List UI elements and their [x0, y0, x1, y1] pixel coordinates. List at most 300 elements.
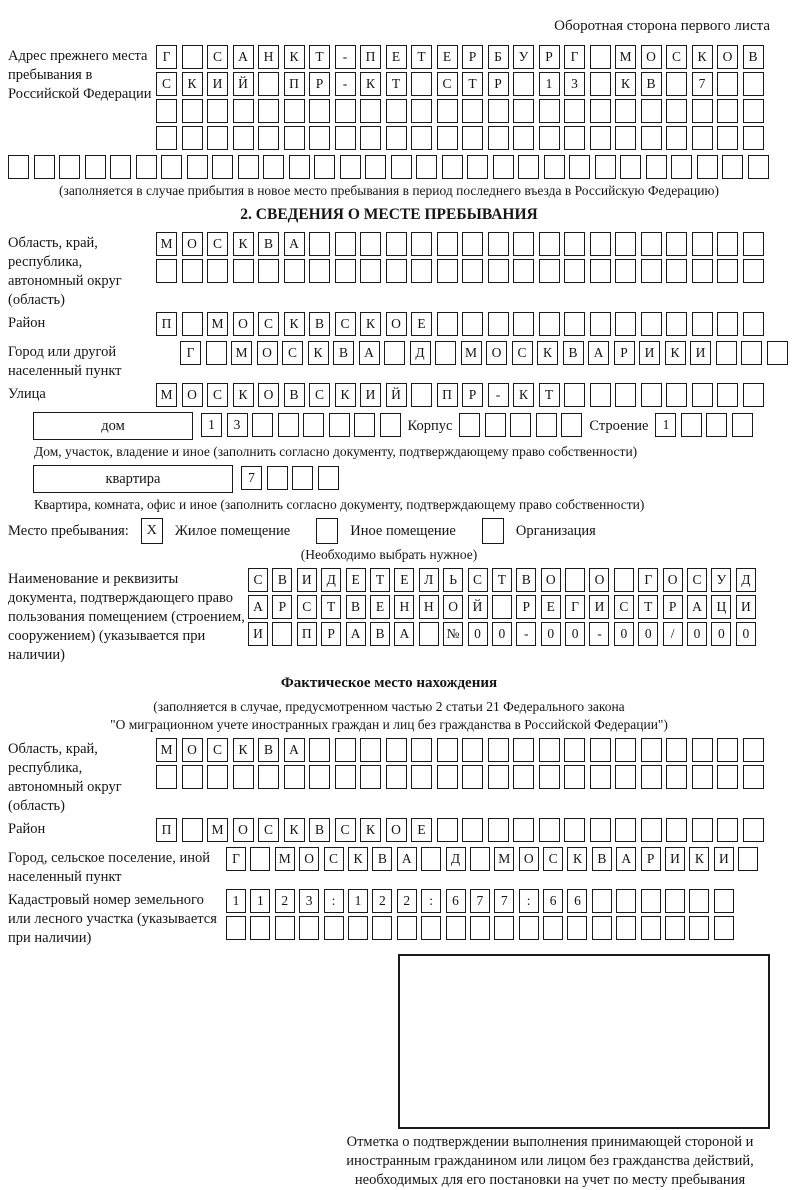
char-box[interactable]	[567, 916, 587, 940]
char-box[interactable]	[238, 155, 259, 179]
char-box[interactable]: О	[663, 568, 683, 592]
char-box[interactable]: Т	[539, 383, 560, 407]
char-box[interactable]	[692, 738, 713, 762]
char-box[interactable]	[380, 413, 401, 437]
char-box[interactable]	[666, 383, 687, 407]
char-box[interactable]	[616, 889, 636, 913]
char-box[interactable]	[692, 765, 713, 789]
char-box[interactable]: В	[258, 738, 279, 762]
char-box[interactable]	[462, 738, 483, 762]
char-box[interactable]	[590, 383, 611, 407]
char-box[interactable]	[411, 765, 432, 789]
char-box[interactable]	[738, 847, 758, 871]
char-box[interactable]	[620, 155, 641, 179]
char-box[interactable]	[488, 99, 509, 123]
char-box[interactable]	[595, 155, 616, 179]
char-box[interactable]	[156, 99, 177, 123]
char-box[interactable]	[411, 99, 432, 123]
char-box[interactable]	[513, 126, 534, 150]
char-box[interactable]	[416, 155, 437, 179]
char-box[interactable]: С	[207, 738, 228, 762]
char-box[interactable]	[743, 72, 764, 96]
char-box[interactable]: М	[156, 383, 177, 407]
char-box[interactable]	[419, 622, 439, 646]
char-box[interactable]	[250, 916, 270, 940]
char-box[interactable]: К	[665, 341, 686, 365]
char-box[interactable]: :	[519, 889, 539, 913]
char-box[interactable]: Т	[386, 72, 407, 96]
char-box[interactable]	[309, 738, 330, 762]
char-box[interactable]: 0	[638, 622, 658, 646]
char-box[interactable]	[767, 341, 788, 365]
char-box[interactable]	[348, 916, 368, 940]
char-box[interactable]: Р	[663, 595, 683, 619]
char-box[interactable]	[615, 126, 636, 150]
char-box[interactable]	[592, 889, 612, 913]
char-box[interactable]: Ь	[443, 568, 463, 592]
char-box[interactable]	[292, 466, 313, 490]
char-box[interactable]	[743, 765, 764, 789]
char-box[interactable]	[666, 765, 687, 789]
char-box[interactable]	[539, 312, 560, 336]
char-box[interactable]: К	[284, 45, 305, 69]
char-box[interactable]	[614, 568, 634, 592]
char-box[interactable]: Е	[394, 568, 414, 592]
char-box[interactable]: К	[689, 847, 709, 871]
char-box[interactable]: С	[156, 72, 177, 96]
char-box[interactable]	[324, 916, 344, 940]
char-box[interactable]	[470, 847, 490, 871]
char-box[interactable]	[467, 155, 488, 179]
char-box[interactable]: К	[360, 72, 381, 96]
char-box[interactable]	[258, 99, 279, 123]
char-box[interactable]: К	[692, 45, 713, 69]
char-box[interactable]	[692, 99, 713, 123]
char-box[interactable]	[462, 818, 483, 842]
char-box[interactable]	[182, 312, 203, 336]
char-box[interactable]: Д	[736, 568, 756, 592]
char-box[interactable]	[641, 889, 661, 913]
char-box[interactable]: Е	[370, 595, 390, 619]
char-box[interactable]	[743, 312, 764, 336]
char-box[interactable]: Р	[539, 45, 560, 69]
char-box[interactable]	[437, 259, 458, 283]
char-box[interactable]: Р	[309, 72, 330, 96]
char-box[interactable]: К	[182, 72, 203, 96]
char-box[interactable]: К	[348, 847, 368, 871]
char-box[interactable]	[692, 259, 713, 283]
char-box[interactable]	[161, 155, 182, 179]
char-box[interactable]: Р	[321, 622, 341, 646]
char-box[interactable]: Г	[564, 45, 585, 69]
char-box[interactable]	[590, 126, 611, 150]
char-box[interactable]	[641, 232, 662, 256]
char-box[interactable]: К	[513, 383, 534, 407]
char-box[interactable]	[386, 259, 407, 283]
char-box[interactable]	[590, 259, 611, 283]
char-box[interactable]	[641, 312, 662, 336]
char-box[interactable]	[717, 232, 738, 256]
char-box[interactable]: К	[335, 383, 356, 407]
char-box[interactable]: /	[663, 622, 683, 646]
char-box[interactable]	[258, 765, 279, 789]
char-box[interactable]: 0	[687, 622, 707, 646]
char-box[interactable]: А	[394, 622, 414, 646]
char-box[interactable]: О	[519, 847, 539, 871]
char-box[interactable]: В	[346, 595, 366, 619]
char-box[interactable]	[590, 72, 611, 96]
char-box[interactable]	[743, 232, 764, 256]
char-box[interactable]	[641, 259, 662, 283]
char-box[interactable]: -	[516, 622, 536, 646]
char-box[interactable]: О	[443, 595, 463, 619]
char-box[interactable]	[233, 765, 254, 789]
char-box[interactable]: О	[641, 45, 662, 69]
char-box[interactable]: В	[370, 622, 390, 646]
char-box[interactable]: И	[714, 847, 734, 871]
char-box[interactable]: :	[324, 889, 344, 913]
char-box[interactable]: Е	[541, 595, 561, 619]
char-box[interactable]: Е	[346, 568, 366, 592]
char-box[interactable]	[360, 259, 381, 283]
char-box[interactable]: О	[386, 818, 407, 842]
char-box[interactable]: Р	[462, 383, 483, 407]
char-box[interactable]	[743, 738, 764, 762]
char-box[interactable]: 0	[614, 622, 634, 646]
char-box[interactable]: М	[207, 312, 228, 336]
char-box[interactable]: В	[563, 341, 584, 365]
char-box[interactable]	[692, 232, 713, 256]
char-box[interactable]	[564, 765, 585, 789]
char-box[interactable]	[671, 155, 692, 179]
char-box[interactable]	[437, 818, 458, 842]
char-box[interactable]: Т	[462, 72, 483, 96]
char-box[interactable]: К	[233, 738, 254, 762]
char-box[interactable]: А	[687, 595, 707, 619]
char-box[interactable]	[207, 99, 228, 123]
char-box[interactable]	[360, 232, 381, 256]
char-box[interactable]	[411, 72, 432, 96]
char-box[interactable]	[462, 99, 483, 123]
char-box[interactable]	[365, 155, 386, 179]
char-box[interactable]	[437, 232, 458, 256]
char-box[interactable]: 2	[275, 889, 295, 913]
char-box[interactable]	[692, 126, 713, 150]
char-box[interactable]: В	[372, 847, 392, 871]
char-box[interactable]	[539, 818, 560, 842]
char-box[interactable]: С	[335, 312, 356, 336]
char-box[interactable]	[309, 232, 330, 256]
char-box[interactable]: С	[207, 232, 228, 256]
char-box[interactable]: 6	[446, 889, 466, 913]
char-box[interactable]	[182, 99, 203, 123]
char-box[interactable]: В	[641, 72, 662, 96]
char-box[interactable]	[488, 126, 509, 150]
char-box[interactable]: Ц	[711, 595, 731, 619]
char-box[interactable]	[565, 568, 585, 592]
char-box[interactable]	[518, 155, 539, 179]
char-box[interactable]: Т	[411, 45, 432, 69]
char-box[interactable]	[717, 818, 738, 842]
char-box[interactable]	[8, 155, 29, 179]
char-box[interactable]: К	[308, 341, 329, 365]
char-box[interactable]: А	[248, 595, 268, 619]
char-box[interactable]	[641, 383, 662, 407]
char-box[interactable]	[360, 765, 381, 789]
char-box[interactable]: 0	[736, 622, 756, 646]
char-box[interactable]	[666, 232, 687, 256]
char-box[interactable]: 0	[492, 622, 512, 646]
char-box[interactable]	[442, 155, 463, 179]
char-box[interactable]: Р	[272, 595, 292, 619]
char-box[interactable]	[360, 738, 381, 762]
char-box[interactable]	[372, 916, 392, 940]
char-box[interactable]	[665, 889, 685, 913]
char-box[interactable]	[314, 155, 335, 179]
char-box[interactable]	[590, 738, 611, 762]
char-box[interactable]	[437, 312, 458, 336]
char-box[interactable]: 1	[539, 72, 560, 96]
char-box[interactable]	[411, 738, 432, 762]
char-box[interactable]	[329, 413, 350, 437]
char-box[interactable]	[646, 155, 667, 179]
char-box[interactable]	[641, 738, 662, 762]
char-box[interactable]	[641, 916, 661, 940]
char-box[interactable]	[233, 259, 254, 283]
char-box[interactable]	[666, 72, 687, 96]
char-box[interactable]: Г	[226, 847, 246, 871]
char-box[interactable]	[706, 413, 727, 437]
char-box[interactable]	[360, 126, 381, 150]
char-box[interactable]	[275, 916, 295, 940]
char-box[interactable]: М	[461, 341, 482, 365]
char-box[interactable]: А	[284, 232, 305, 256]
char-box[interactable]: А	[359, 341, 380, 365]
char-box[interactable]	[689, 889, 709, 913]
char-box[interactable]: А	[588, 341, 609, 365]
char-box[interactable]: К	[233, 383, 254, 407]
char-box[interactable]	[258, 72, 279, 96]
char-box[interactable]	[252, 413, 273, 437]
char-box[interactable]	[391, 155, 412, 179]
char-box[interactable]: К	[233, 232, 254, 256]
char-box[interactable]: И	[589, 595, 609, 619]
char-box[interactable]	[692, 818, 713, 842]
char-box[interactable]: 1	[655, 413, 676, 437]
char-box[interactable]	[309, 126, 330, 150]
char-box[interactable]: Н	[258, 45, 279, 69]
char-box[interactable]: Л	[419, 568, 439, 592]
char-box[interactable]: К	[284, 818, 305, 842]
char-box[interactable]	[536, 413, 557, 437]
char-box[interactable]: Д	[410, 341, 431, 365]
char-box[interactable]: 7	[470, 889, 490, 913]
char-box[interactable]: Г	[638, 568, 658, 592]
char-box[interactable]	[743, 126, 764, 150]
char-box[interactable]	[34, 155, 55, 179]
char-box[interactable]	[250, 847, 270, 871]
char-box[interactable]	[743, 259, 764, 283]
char-box[interactable]	[421, 847, 441, 871]
char-box[interactable]: Р	[462, 45, 483, 69]
char-box[interactable]: В	[743, 45, 764, 69]
char-box[interactable]: К	[360, 818, 381, 842]
char-box[interactable]	[421, 916, 441, 940]
char-box[interactable]: Р	[641, 847, 661, 871]
char-box[interactable]: 0	[541, 622, 561, 646]
char-box[interactable]	[561, 413, 582, 437]
char-box[interactable]	[182, 126, 203, 150]
char-box[interactable]: 0	[565, 622, 585, 646]
char-box[interactable]	[488, 259, 509, 283]
char-box[interactable]	[564, 818, 585, 842]
char-box[interactable]: И	[690, 341, 711, 365]
char-box[interactable]: А	[233, 45, 254, 69]
char-box[interactable]: :	[421, 889, 441, 913]
char-box[interactable]	[539, 259, 560, 283]
char-box[interactable]	[717, 312, 738, 336]
char-box[interactable]: К	[567, 847, 587, 871]
char-box[interactable]	[263, 155, 284, 179]
char-box[interactable]: 1	[226, 889, 246, 913]
char-box[interactable]	[615, 312, 636, 336]
char-box[interactable]	[666, 99, 687, 123]
char-box[interactable]: Т	[638, 595, 658, 619]
char-box[interactable]: В	[309, 818, 330, 842]
char-box[interactable]: К	[537, 341, 558, 365]
char-box[interactable]	[397, 916, 417, 940]
char-box[interactable]: С	[248, 568, 268, 592]
char-box[interactable]	[513, 738, 534, 762]
char-box[interactable]	[513, 232, 534, 256]
char-box[interactable]: А	[616, 847, 636, 871]
char-box[interactable]	[258, 126, 279, 150]
char-box[interactable]: 0	[468, 622, 488, 646]
char-box[interactable]	[732, 413, 753, 437]
char-box[interactable]	[717, 259, 738, 283]
char-box[interactable]: Д	[321, 568, 341, 592]
char-box[interactable]: 7	[494, 889, 514, 913]
char-box[interactable]: И	[248, 622, 268, 646]
char-box[interactable]: С	[282, 341, 303, 365]
char-box[interactable]: О	[299, 847, 319, 871]
char-box[interactable]	[539, 99, 560, 123]
char-box[interactable]	[360, 99, 381, 123]
char-box[interactable]	[590, 232, 611, 256]
char-box[interactable]	[386, 232, 407, 256]
char-box[interactable]: Т	[309, 45, 330, 69]
char-box[interactable]	[207, 765, 228, 789]
char-box[interactable]: Р	[488, 72, 509, 96]
char-box[interactable]	[492, 595, 512, 619]
char-box[interactable]	[717, 126, 738, 150]
char-box[interactable]: О	[233, 312, 254, 336]
char-box[interactable]	[615, 383, 636, 407]
char-box[interactable]	[226, 916, 246, 940]
char-box[interactable]	[569, 155, 590, 179]
char-box[interactable]: С	[512, 341, 533, 365]
char-box[interactable]: -	[335, 45, 356, 69]
char-box[interactable]: -	[589, 622, 609, 646]
char-box[interactable]: О	[717, 45, 738, 69]
char-box[interactable]: С	[614, 595, 634, 619]
char-box[interactable]: Т	[321, 595, 341, 619]
organization-checkbox[interactable]	[482, 518, 504, 544]
char-box[interactable]	[539, 126, 560, 150]
char-box[interactable]: С	[666, 45, 687, 69]
char-box[interactable]	[335, 232, 356, 256]
char-box[interactable]: Г	[156, 45, 177, 69]
char-box[interactable]	[615, 232, 636, 256]
char-box[interactable]: У	[711, 568, 731, 592]
apartment-type-box[interactable]: квартира	[33, 465, 233, 493]
char-box[interactable]: И	[665, 847, 685, 871]
char-box[interactable]	[564, 126, 585, 150]
char-box[interactable]	[136, 155, 157, 179]
char-box[interactable]: И	[207, 72, 228, 96]
residential-checkbox[interactable]: X	[141, 518, 163, 544]
char-box[interactable]	[692, 383, 713, 407]
char-box[interactable]	[488, 818, 509, 842]
char-box[interactable]	[590, 765, 611, 789]
char-box[interactable]: О	[486, 341, 507, 365]
char-box[interactable]	[717, 738, 738, 762]
char-box[interactable]	[335, 765, 356, 789]
char-box[interactable]	[564, 383, 585, 407]
char-box[interactable]	[564, 232, 585, 256]
char-box[interactable]: 7	[241, 466, 262, 490]
char-box[interactable]	[743, 818, 764, 842]
char-box[interactable]: 7	[692, 72, 713, 96]
char-box[interactable]	[233, 126, 254, 150]
char-box[interactable]	[697, 155, 718, 179]
char-box[interactable]	[437, 126, 458, 150]
char-box[interactable]	[692, 312, 713, 336]
char-box[interactable]: Н	[394, 595, 414, 619]
char-box[interactable]	[722, 155, 743, 179]
char-box[interactable]	[437, 99, 458, 123]
char-box[interactable]: Й	[233, 72, 254, 96]
char-box[interactable]: В	[309, 312, 330, 336]
char-box[interactable]	[665, 916, 685, 940]
char-box[interactable]	[743, 383, 764, 407]
char-box[interactable]: О	[257, 341, 278, 365]
char-box[interactable]	[510, 413, 531, 437]
char-box[interactable]: И	[736, 595, 756, 619]
char-box[interactable]: Е	[411, 312, 432, 336]
char-box[interactable]	[488, 738, 509, 762]
char-box[interactable]: О	[589, 568, 609, 592]
char-box[interactable]	[446, 916, 466, 940]
char-box[interactable]	[156, 765, 177, 789]
char-box[interactable]	[340, 155, 361, 179]
char-box[interactable]: С	[207, 383, 228, 407]
char-box[interactable]: М	[494, 847, 514, 871]
char-box[interactable]: В	[272, 568, 292, 592]
char-box[interactable]: Б	[488, 45, 509, 69]
char-box[interactable]	[717, 72, 738, 96]
char-box[interactable]	[641, 99, 662, 123]
char-box[interactable]: 1	[250, 889, 270, 913]
char-box[interactable]: 2	[372, 889, 392, 913]
char-box[interactable]: С	[335, 818, 356, 842]
char-box[interactable]	[488, 312, 509, 336]
char-box[interactable]	[335, 99, 356, 123]
char-box[interactable]	[335, 738, 356, 762]
char-box[interactable]	[462, 126, 483, 150]
char-box[interactable]	[615, 765, 636, 789]
char-box[interactable]	[590, 99, 611, 123]
